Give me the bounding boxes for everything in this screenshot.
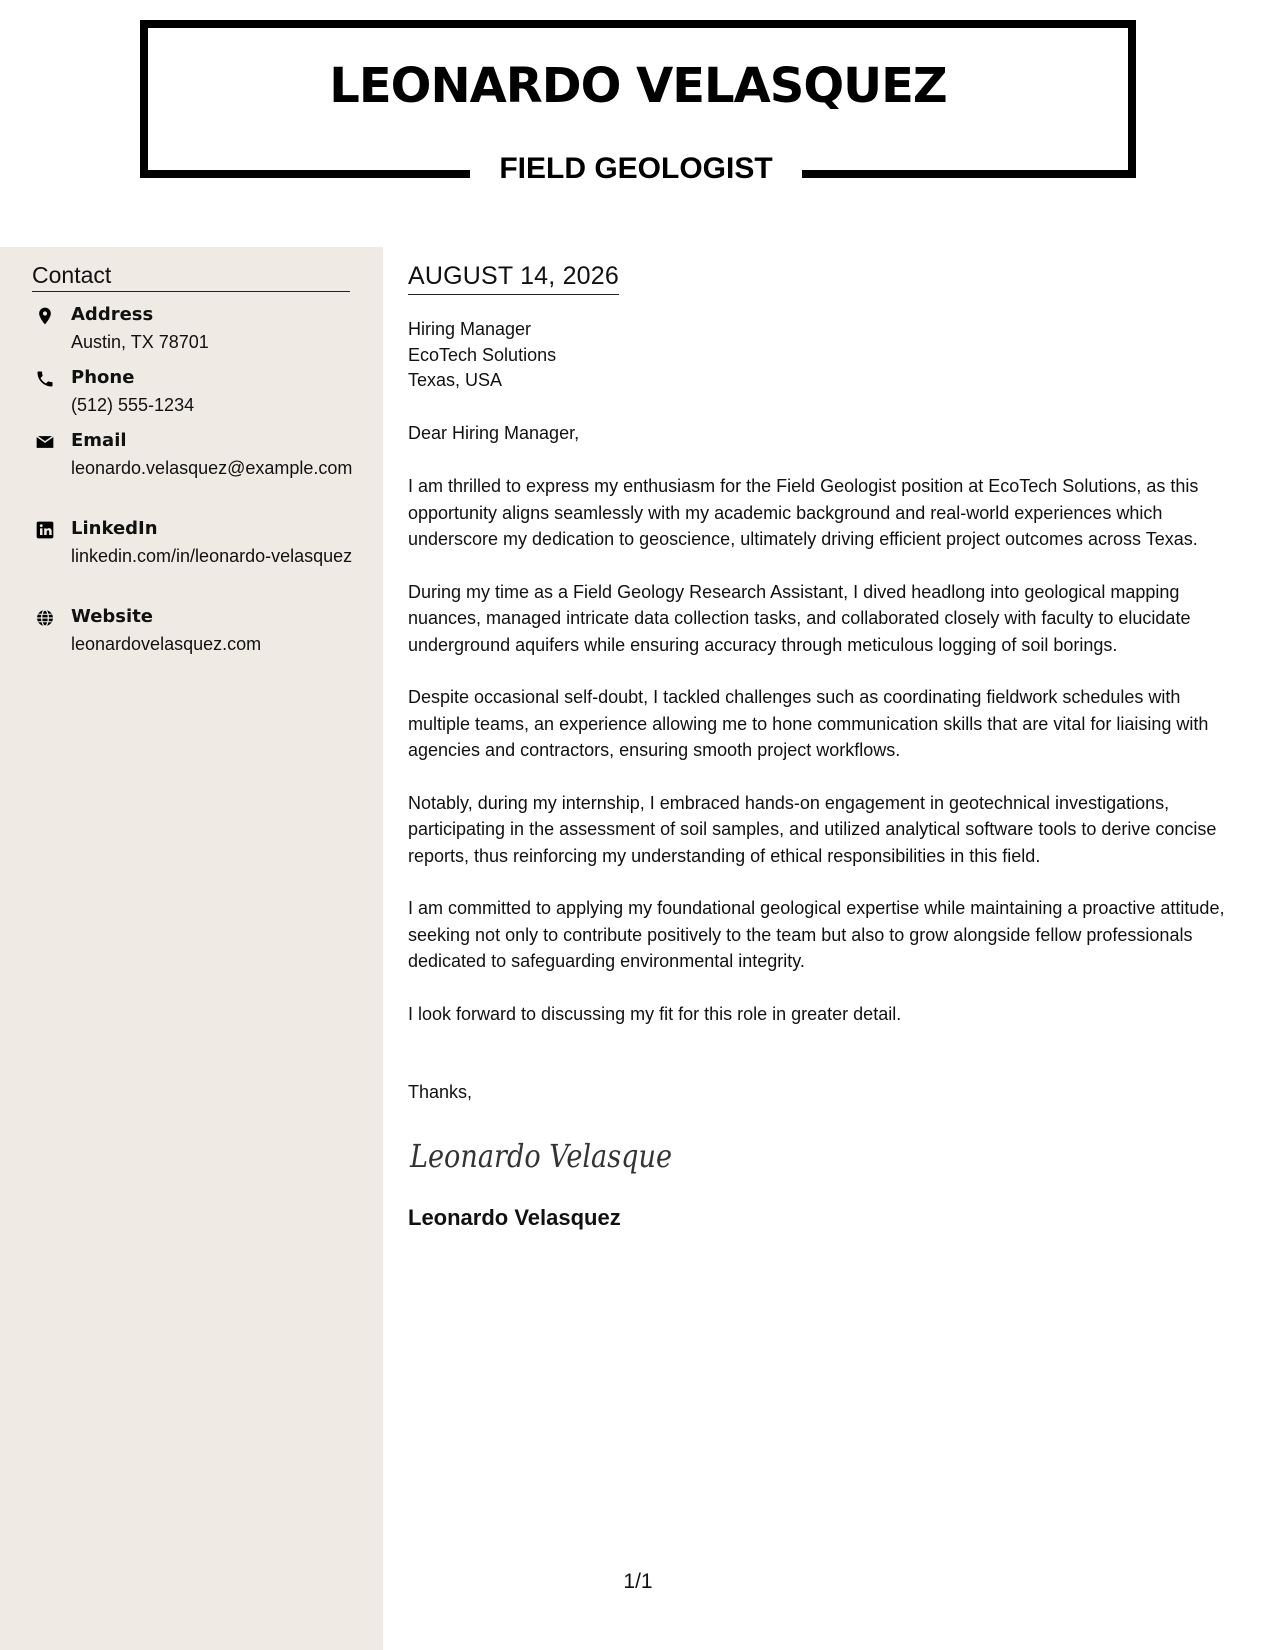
contact-value: leonardovelasquez.com <box>71 634 262 654</box>
contact-label: Phone <box>71 367 135 388</box>
signature-image <box>408 1125 678 1185</box>
letter-body <box>408 262 1246 1231</box>
linkedin-icon <box>35 520 55 540</box>
contact-value: linkedin.com/in/leonardo-velasquez <box>71 546 353 566</box>
signer-name: Leonardo Velasquez <box>408 1205 621 1230</box>
envelope-icon <box>35 432 55 452</box>
closing: Thanks, <box>408 1082 473 1102</box>
letter-paragraph: I am committed to applying my foundational geological expertise while maintaining a proactive attitude, seeking not only to contribute positively to the team but also to grow alongside fellow professionals dedicated to safeguarding environmental integrity. <box>408 898 1225 971</box>
salutation: Dear Hiring Manager, <box>408 422 580 443</box>
letter-paragraph: I am thrilled to express my enthusiasm for the Field Geologist position at EcoTech Solutions, as this opportunity aligns seamlessly with my academic background and real-world experiences which underscore my dedication to geoscience, ultimately driving efficient project outcomes across Texas. <box>408 476 1199 549</box>
letter-paragraph: During my time as a Field Geology Research Assistant, I dived headlong into geological mapping nuances, managed intricate data collection tasks, and collaborated closely with faculty to elucidate underground aquifers while ensuring accuracy through meticulous logging of soil borings. <box>408 581 1191 655</box>
letter-paragraph: Notably, during my internship, I embraced hands-on engagement in geotechnical investigations, participating in the assessment of soil samples, and utilized analytical software tools to derive concise reports, thus reinforcing my understanding of ethical responsibilities in this field. <box>408 792 1217 866</box>
contact-label: Address <box>71 304 154 325</box>
letter-paragraph: I look forward to discussing my fit for this role in greater detail. <box>408 1003 902 1024</box>
contact-label: Website <box>71 606 154 627</box>
recipient-line: EcoTech Solutions <box>408 344 557 365</box>
phone-icon <box>35 369 55 389</box>
letter-paragraph: Despite occasional self-doubt, I tackled challenges such as coordinating fieldwork schedules with multiple teams, an experience allowing me to hone communication skills that are vital for liaising with agencies and contractors, ensuring smooth project workflows. <box>408 687 1209 760</box>
contact-value: Austin, TX 78701 <box>71 332 209 352</box>
recipient-block <box>408 317 1246 394</box>
contact-heading: Contact <box>32 262 350 292</box>
recipient-line: Hiring Manager <box>408 319 532 339</box>
contact-value: (512) 555-1234 <box>71 395 195 415</box>
globe-icon <box>35 608 55 628</box>
page-number: 1/1 <box>623 1570 653 1593</box>
contact-value: leonardo.velasquez@example.com <box>71 458 353 478</box>
job-title: FIELD GEOLOGIST <box>499 152 773 185</box>
contact-label: LinkedIn <box>71 518 158 539</box>
recipient-line: Texas, USA <box>408 370 503 390</box>
signature-text: Leonardo Velasque <box>409 1137 672 1175</box>
candidate-name: LEONARDO VELASQUEZ <box>329 58 947 114</box>
contact-label: Email <box>71 430 127 451</box>
letter-date: AUGUST 14, 2026 <box>408 262 619 295</box>
map-pin-icon <box>35 306 55 326</box>
